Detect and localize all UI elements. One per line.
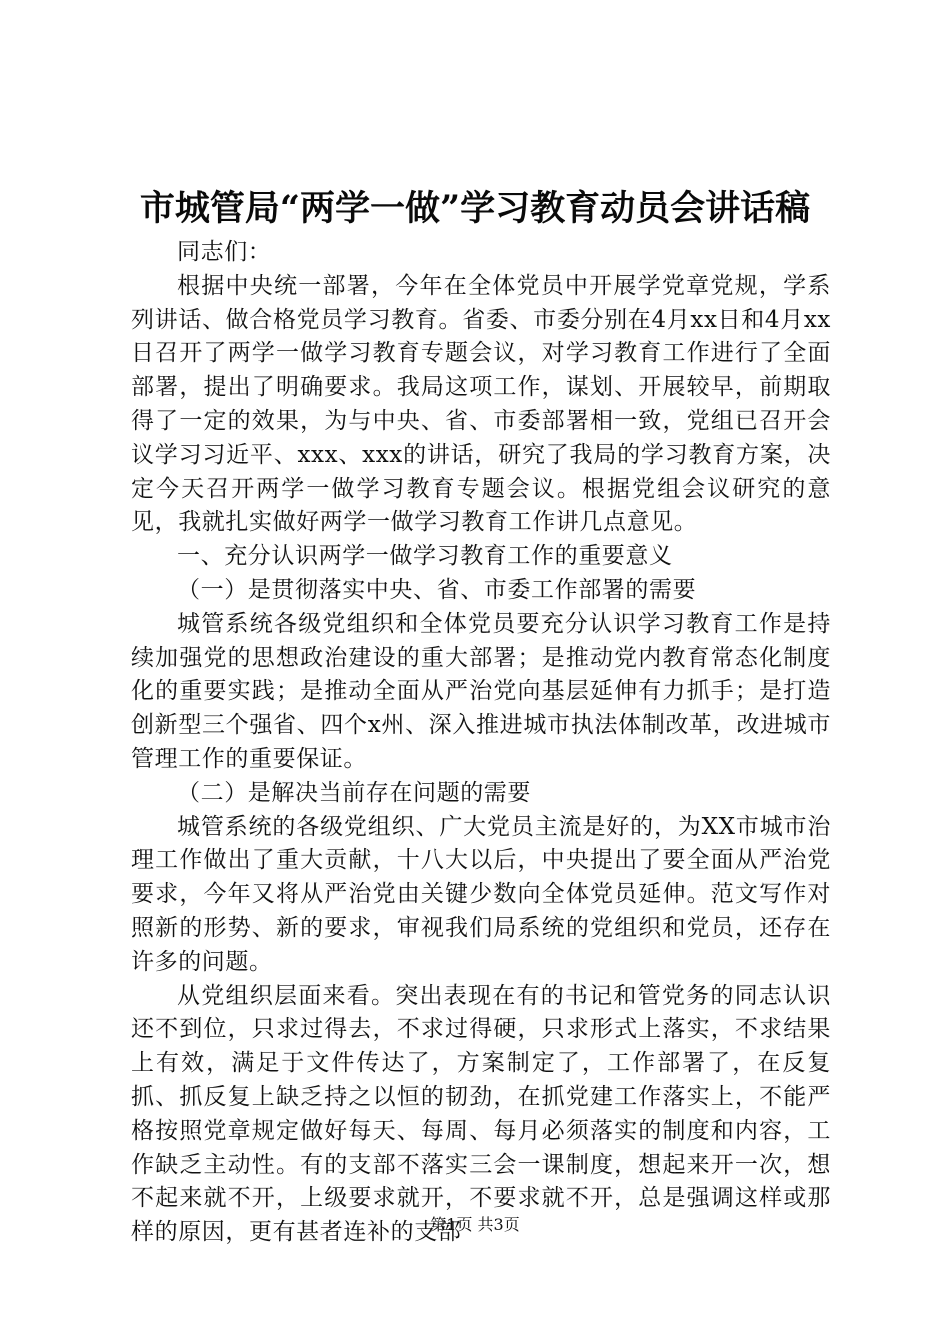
subsection-heading: （一）是贯彻落实中央、省、市委工作部署的需要 — [177, 576, 697, 603]
document-body — [131, 236, 831, 1250]
body-paragraph: 城管系统各级党组织和全体党员要充分认识学习教育工作是持续加强党的思想政治建设的重大部署；是推动党内教育常态化制度化的重要实践；是推动全面从严治党向基层延伸有力抓手；是打造创新型三个强省、四个x州、深入推进城市执法体制改革，改进城市管理工作的重要保证。 — [131, 610, 831, 772]
document-title: 市城管局“两学一做”学习教育动员会讲话稿 — [139, 188, 811, 229]
body-paragraph: 从党组织层面来看。突出表现在有的书记和管党务的同志认识还不到位，只求过得去，不求过得硬，只求形式上落实，不求结果上有效，满足于文件传达了，方案制定了，工作部署了，在反复抓、抓反复上缺乏持之以恒的韧劲，在抓党建工作落实上，不能严格按照党章规定做好每天、每周、每月必须落实的制度和内容，工作缺乏主动性。有的支部不落实三会一课制度，想起来开一次，想不起来就不开，上级要求就开，不要求就不开，总是强调这样或那样的原因，更有甚者连补的支部 — [131, 982, 831, 1246]
body-paragraph: 城管系统的各级党组织、广大党员主流是好的，为XX市城市治理工作做出了重大贡献，十八大以后，中央提出了要全面从严治党要求，今年又将从严治党由关键少数向全体党员延伸。范文写作对照新的形势、新的要求，审视我们局系统的党组织和党员，还存在许多的问题。 — [131, 813, 831, 975]
page-footer: 第1页 共3页 — [430, 1215, 520, 1234]
section-heading: 一、充分认识两学一做学习教育工作的重要意义 — [177, 543, 673, 570]
body-paragraph: 根据中央统一部署，今年在全体党员中开展学党章党规，学系列讲话、做合格党员学习教育。省委、市委分别在4月xx日和4月xx日召开了两学一做学习教育专题会议，对学习教育工作进行了全面部署，提出了明确要求。我局这项工作，谋划、开展较早，前期取得了一定的效果，为与中央、省、市委部署相一致，党组已召开会议学习习近平、xxx、xxx的讲话，研究了我局的学习教育方案，决定今天召开两学一做学习教育专题会议。根据党组会议研究的意见，我就扎实做好两学一做学习教育工作讲几点意见。 — [131, 272, 831, 536]
salutation-paragraph: 同志们： — [177, 239, 272, 265]
subsection-heading: （二）是解决当前存在问题的需要 — [177, 779, 531, 806]
